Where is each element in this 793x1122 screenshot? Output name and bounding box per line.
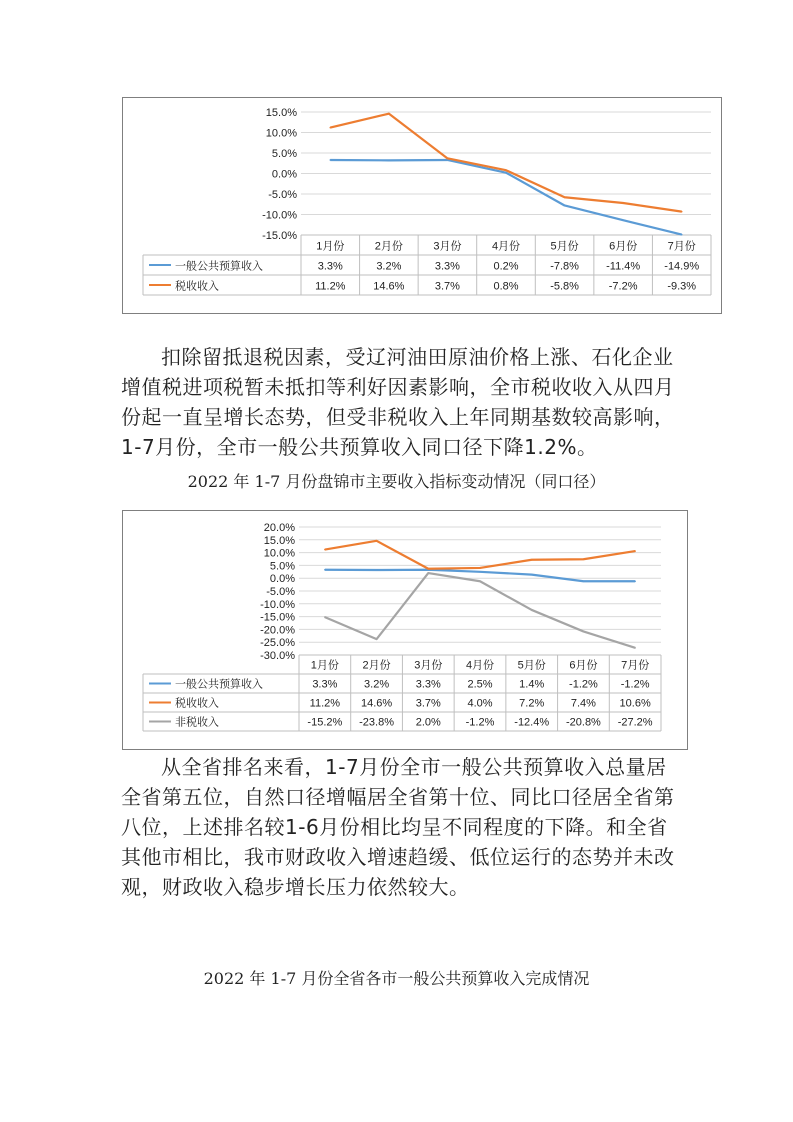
y-tick-label: 15.0% [263,534,295,547]
data-point [634,550,636,552]
data-point [681,234,683,236]
data-point [505,172,507,174]
data-point [388,113,390,115]
x-tick-label: 2月份 [374,240,403,253]
x-tick-label: 6月份 [609,240,638,253]
data-label: 3.3% [415,678,441,691]
chart-2-caption: 2022 年 1-7 月份盘锦市主要收入指标变动情况（同口径） [187,472,606,491]
data-label: -1.2% [569,678,598,691]
chart-main-indicators [122,510,688,750]
data-label: 4.0% [467,697,493,710]
data-point [622,202,624,204]
data-label: 3.7% [434,280,460,293]
data-label: -1.2% [620,678,650,691]
data-label: -14.9% [664,260,700,273]
data-point [531,609,533,611]
chart-revenue-trend [122,97,722,314]
legend-label: 税收收入 [175,280,219,293]
data-label: 3.2% [364,678,390,691]
y-tick-label: -20.0% [260,624,295,637]
data-label: 11.2% [315,280,346,293]
data-label: -12.4% [514,716,550,729]
data-label: 10.6% [619,697,651,710]
series-line [330,114,681,212]
data-label: 2.5% [467,678,493,691]
x-tick-label: 7月份 [667,240,696,253]
data-label: 0.8% [493,280,519,293]
x-tick-label: 3月份 [414,659,443,672]
paragraph-province-ranking: 从全省排名来看，1-7月份全市一般公共预算收入总量居全省第五位，自然口径增幅居全省第十位、同比口径居全省第八位，上述排名较1-6月份相比均呈不同程度的下降。和全省其他市相比，我市财政收入增速趋缓、低位运行的态势并未改观，财政收入稳步增长压力依然较大。 [121,755,675,899]
data-point [531,559,533,561]
x-tick-label: 5月份 [550,240,579,253]
data-label: 0.2% [493,260,519,273]
data-point [376,638,378,640]
data-point [427,568,429,570]
y-tick-label: 0.0% [271,168,297,181]
data-point [376,569,378,571]
chart-2-svg [123,511,687,749]
data-label: 14.6% [373,280,405,293]
y-tick-label: -30.0% [260,650,295,662]
data-point [447,158,449,160]
data-point [479,571,481,573]
data-label: 7.4% [570,697,596,710]
data-point [388,160,390,162]
data-label: -1.2% [465,716,495,729]
data-point [583,580,585,582]
y-tick-label: 0.0% [269,573,295,586]
data-label: -5.8% [550,280,579,293]
data-label: -23.8% [359,716,395,729]
y-tick-label: -10.0% [260,598,295,611]
data-label: 3.3% [317,260,343,273]
legend-label: 税收收入 [175,697,219,710]
y-tick-label: 5.0% [269,560,295,573]
legend-label: 一般公共预算收入 [175,260,263,273]
data-point [583,558,585,560]
data-label: 14.6% [360,697,393,710]
data-label: 11.2% [309,697,341,710]
data-label: -20.8% [565,716,601,729]
y-tick-label: 10.0% [263,547,295,560]
data-label: 3.3% [312,678,338,691]
y-tick-label: -10.0% [262,209,297,222]
data-label: -7.2% [608,280,638,293]
x-tick-label: 4月份 [491,240,521,253]
y-tick-label: -15.0% [262,230,297,242]
y-tick-label: -5.0% [268,189,297,201]
series-line [325,541,635,569]
y-tick-label: -15.0% [260,611,295,624]
paragraph-tax-trend: 扣除留抵退税因素，受辽河油田原油价格上涨、石化企业增值税进项税暂未抵扣等利好因素影响，全市税收收入从四月份起一直呈增长态势，但受非税收入上年同期基数较高影响，1-7月份，全市一般公共预算收入同口径下降1.2%。 [121,345,675,459]
x-tick-label: 4月份 [465,659,495,672]
y-tick-label: -5.0% [266,586,295,598]
data-point [564,196,566,198]
data-label: 3.2% [376,260,402,273]
data-point [479,567,481,569]
y-tick-label: 5.0% [271,148,297,160]
data-point [531,574,533,576]
data-point [634,580,636,582]
data-point [583,631,585,633]
data-point [329,127,331,129]
data-label: -7.8% [550,260,579,273]
data-label: -11.4% [606,260,641,273]
x-tick-label: 2月份 [362,659,391,672]
y-tick-label: 15.0% [265,107,297,119]
data-point [622,219,624,221]
data-point [329,159,331,161]
data-point [479,580,481,582]
data-point [564,205,566,207]
x-tick-label: 3月份 [433,240,462,253]
data-label: -9.3% [667,280,697,293]
data-label: -27.2% [617,716,653,729]
data-point [324,616,326,618]
x-tick-label: 1月份 [310,659,339,672]
data-point [634,647,636,649]
x-tick-label: 5月份 [517,659,546,672]
data-label: 3.7% [415,697,441,710]
chart-1-svg [123,98,721,313]
data-point [324,569,326,571]
series-line [325,573,635,648]
x-tick-label: 1月份 [316,240,345,253]
data-label: -15.2% [307,716,343,729]
data-point [505,169,507,171]
legend-label: 一般公共预算收入 [175,678,263,691]
x-tick-label: 7月份 [621,659,650,672]
y-tick-label: 20.0% [263,522,295,534]
y-tick-label: 10.0% [265,127,297,140]
data-point [324,549,326,551]
y-tick-label: -25.0% [260,637,295,650]
legend-label: 非税收入 [175,716,219,729]
data-point [427,572,429,574]
data-point [376,540,378,542]
province-table-caption: 2022 年 1-7 月份全省各市一般公共预算收入完成情况 [203,969,590,988]
x-tick-label: 6月份 [569,659,598,672]
data-label: 3.3% [434,260,460,273]
data-label: 2.0% [415,716,441,729]
data-label: 1.4% [519,678,545,691]
data-label: 7.2% [519,697,545,710]
data-point [681,211,683,213]
